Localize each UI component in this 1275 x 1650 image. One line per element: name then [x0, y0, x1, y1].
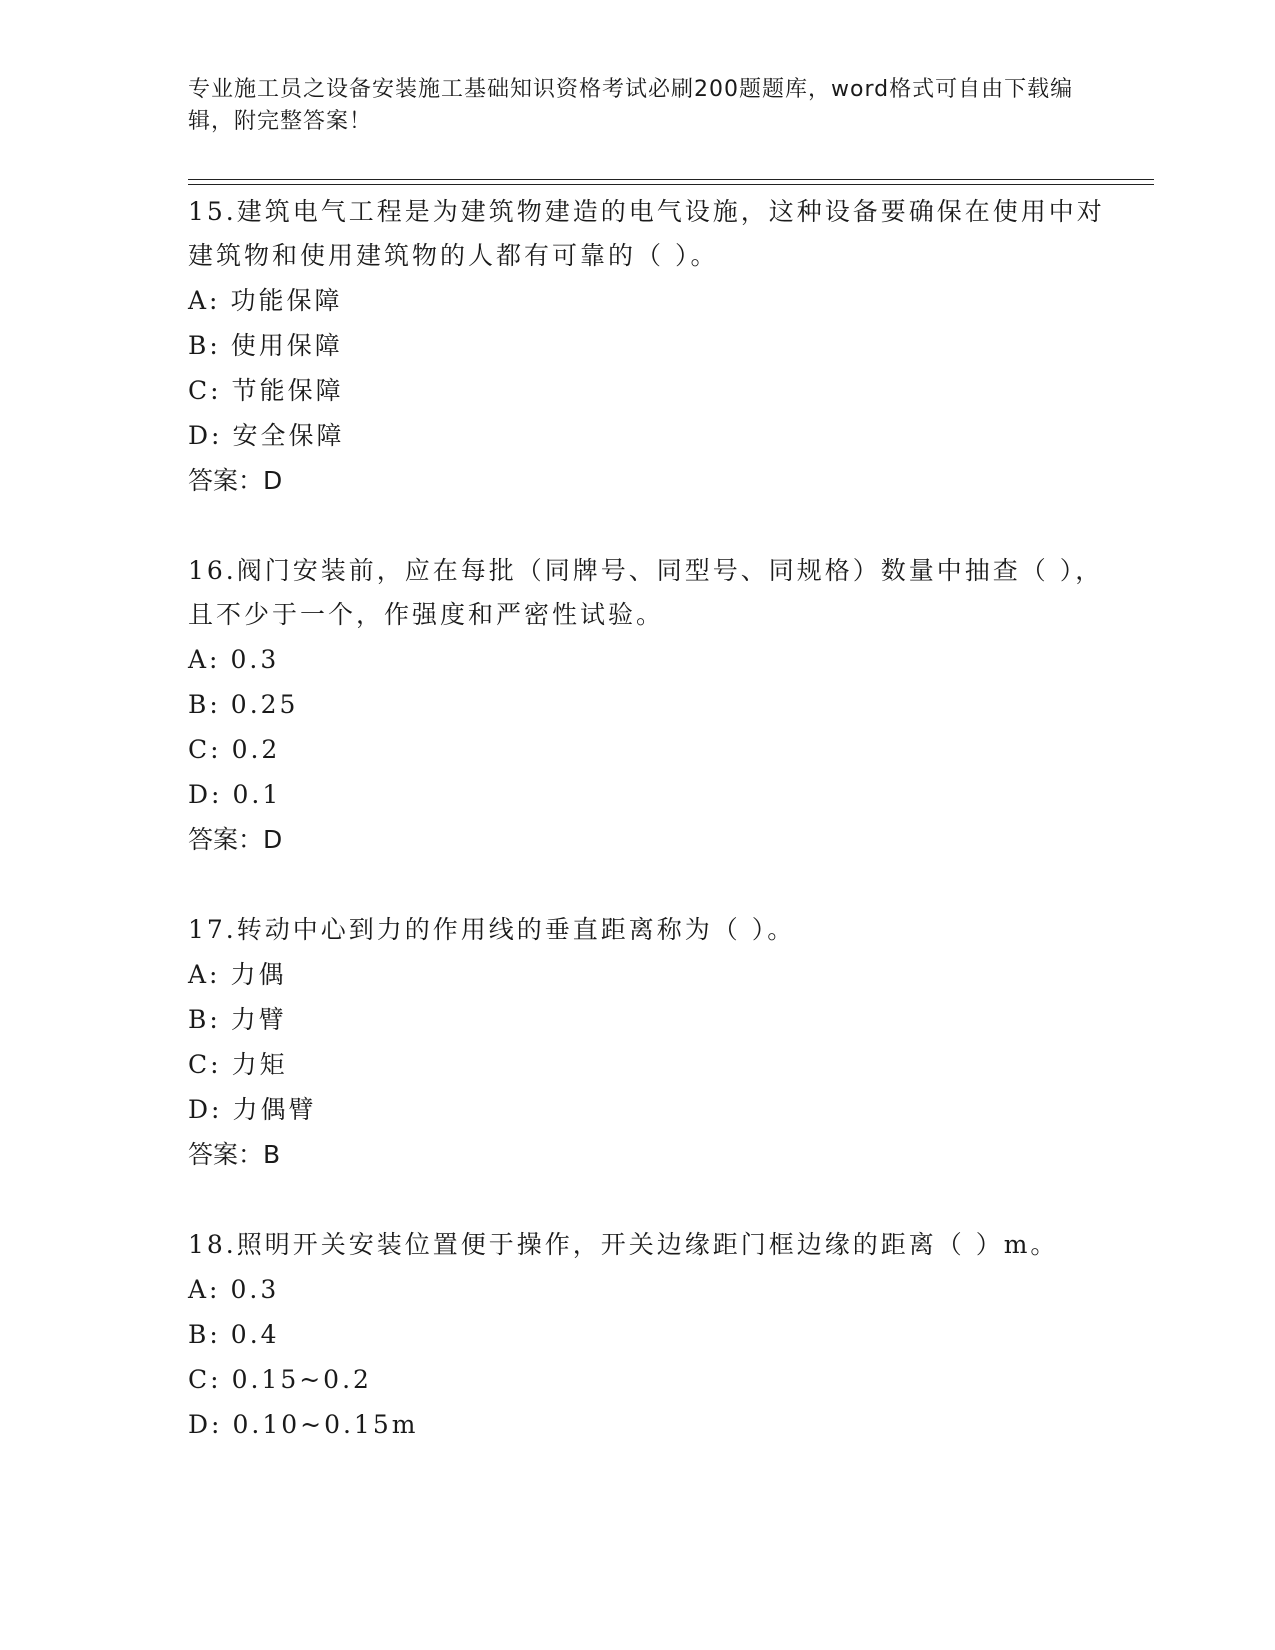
question-text: 18.照明开关安装位置便于操作，开关边缘距门框边缘的距离（ ）m。 [188, 1230, 1059, 1259]
option-key: C: [188, 1365, 222, 1394]
option-key: B: [188, 1320, 221, 1349]
option-d [188, 772, 1108, 817]
option-b [188, 997, 1108, 1042]
option-d [188, 413, 1108, 458]
option-text: 0.3 [230, 1275, 280, 1304]
option-c [188, 727, 1108, 772]
option-key: A: [188, 286, 221, 315]
option-text: 0.1 [232, 780, 282, 809]
option-a [188, 278, 1108, 323]
question-15 [188, 190, 1108, 504]
option-d [188, 1402, 1108, 1447]
option-text: 0.10~0.15m [232, 1410, 419, 1439]
option-text: 0.25 [230, 690, 299, 719]
option-key: A: [188, 1275, 221, 1304]
answer: 答案：D [188, 825, 283, 854]
option-key: A: [188, 960, 221, 989]
option-text: 0.2 [231, 735, 281, 764]
option-key: C: [188, 376, 222, 405]
option-key: D: [188, 780, 223, 809]
option-key: D: [188, 421, 223, 450]
option-key: A: [188, 645, 221, 674]
question-list [188, 190, 1108, 1492]
answer: 答案：D [188, 466, 283, 495]
document-header: 专业施工员之设备安装施工基础知识资格考试必刷200题题库，word格式可自由下载编辑，附完整答案！ [188, 77, 1074, 134]
option-text: 节能保障 [231, 376, 344, 405]
option-c [188, 1042, 1108, 1087]
answer: 答案：B [188, 1140, 281, 1169]
option-key: D: [188, 1410, 223, 1439]
question-16 [188, 549, 1108, 863]
header-rule-top [188, 179, 1154, 180]
option-text: 力矩 [231, 1050, 288, 1079]
option-text: 使用保障 [230, 331, 343, 360]
option-key: D: [188, 1095, 223, 1124]
option-text: 0.15~0.2 [231, 1365, 372, 1394]
option-a [188, 637, 1108, 682]
option-a [188, 952, 1108, 997]
option-b [188, 682, 1108, 727]
option-text: 0.3 [230, 645, 280, 674]
option-key: B: [188, 1005, 221, 1034]
option-c [188, 368, 1108, 413]
option-text: 力偶 [230, 960, 287, 989]
option-text: 力臂 [230, 1005, 287, 1034]
question-18 [188, 1223, 1108, 1447]
option-text: 力偶臂 [232, 1095, 317, 1124]
option-d [188, 1087, 1108, 1132]
header-rule-bottom [188, 184, 1154, 185]
option-text: 功能保障 [230, 286, 343, 315]
option-c [188, 1357, 1108, 1402]
option-key: B: [188, 331, 221, 360]
question-text: 16.阀门安装前，应在每批（同牌号、同型号、同规格）数量中抽查（ ），且不少于一个，作强度和严密性试验。 [188, 556, 1104, 629]
option-b [188, 1312, 1108, 1357]
option-a [188, 1267, 1108, 1312]
option-key: B: [188, 690, 221, 719]
question-text: 17.转动中心到力的作用线的垂直距离称为（ ）。 [188, 915, 796, 944]
question-17 [188, 908, 1108, 1178]
option-b [188, 323, 1108, 368]
option-key: C: [188, 735, 222, 764]
option-key: C: [188, 1050, 222, 1079]
question-text: 15.建筑电气工程是为建筑物建造的电气设施，这种设备要确保在使用中对建筑物和使用建筑物的人都有可靠的（ ）。 [188, 197, 1105, 270]
option-text: 0.4 [230, 1320, 280, 1349]
option-text: 安全保障 [232, 421, 345, 450]
